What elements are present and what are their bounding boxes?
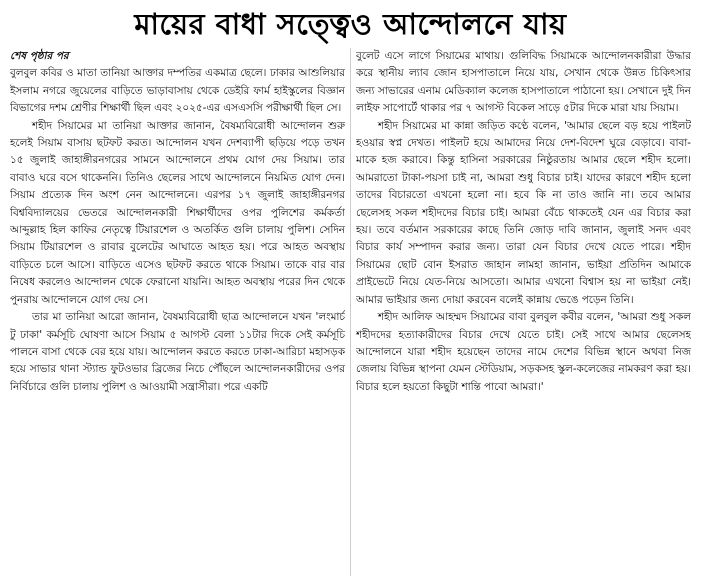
continued-label: শেষ পৃষ্ঠার পর <box>10 50 69 62</box>
paragraph: তার মা তানিয়া আরো জানান, বৈষম্যবিরোধী ছাত্র আন্দোলনে যখন 'লংমার্চ টু ঢাকা' কর্মসূচি ঘোষণা আসে সিয়াম ৫ আগস্ট বেলা ১১টার দিকে সেই কর্মসূচি পালনে বাসা থেকে বের হয়ে যায়। আন্দোলন করতে করতে ঢাকা-আরিচা মহাসড়ক হয়ে সাভার থানা স্ট্যান্ড ফুটওভার ব্রিজের নিচে পৌঁছলে আন্দোলনকারীদের ওপর নির্বিচারে গুলি চালায় পুলিশ ও আওয়ামী সন্ত্রাসীরা। পরে একটি <box>10 311 345 393</box>
paragraph: শহীদ আলিফ আহম্মদ সিয়ামের বাবা বুলবুল কবীর বলেন, 'আমরা শুধু সকল শহীদদের হত্যাকারীদের বিচার দেখে যেতে চাই। সেই সাথে আমার ছেলেসহ আন্দোলনে যারা শহীদ হয়েছেন তাদের নামে দেশের বিভিন্ন স্থানে অথবা নিজ জেলায় বিভিন্ন স্থাপনা যেমন স্টেডিয়াম, সড়কসহ স্কুল-কলেজের নামকরণ করা হয়। বিচার হলে হয়তো কিছুটা শান্তি পাবো আমরা।' <box>356 311 691 393</box>
paragraph: বুলেট এসে লাগে সিয়ামের মাথায়। গুলিবিদ্ধ সিয়ামকে আন্দোলনকারীরা উদ্ধার করে স্থানীয় ল্যাব জোন হাসপাতালে নিয়ে যায়, সেখান থেকে উন্নত চিকিৎসার জন্য সাভারের এনাম মেডিক্যাল কলেজ হাসপাতালে পাঠানো হয়। সেখানে দুই দিন লাইফ সাপোর্টে থাকার পর ৭ আগস্ট বিকেল সাড়ে ৫টার দিকে মারা যায় সিয়াম। <box>356 50 691 115</box>
headline: মায়ের বাধা সত্ত্বেও আন্দোলনে যায় <box>134 7 567 41</box>
article-body <box>10 48 691 576</box>
right-column <box>356 48 691 576</box>
paragraph: শহীদ সিয়ামের মা কান্না জড়িত কণ্ঠে বলেন, 'আমার ছেলে বড় হয়ে পাইলট হওয়ার স্বপ্ন দেখত। পাইলট হয়ে আমাদের নিয়ে দেশ-বিদেশ ঘুরে বেড়াবে। বাবা-মাকে হজ করাবে। কিন্তু হাসিনা সরকারের নিষ্ঠুরতায় আমার ছেলে শহীদ হলো। আমরাতো টাকা-পয়সা চাই না, আমরা শুধু বিচার চাই। যাদের কারণে শহীদ হলো তাদের বিচারতো এখনো হলো না। হবে কি না তাও জানি না। তবে আমার ছেলেসহ সকল শহীদদের বিচার চাই। আমরা বেঁচে থাকতেই যেন এর বিচার করা হয়। তবে বর্তমান সরকারের কাছে তিনি জোড় দাবি জানান, জুলাই সনদ এবং বিচার কার্য সম্পাদন করার জন্য। তারা যেন বিচার দেখে যেতে পারে। শহীদ সিয়ামের ছোট বোন ইসরাত জাহান লামহা জানান, ভাইয়া প্রতিদিন আমাকে প্রাইভেটে নিয়ে যেত-নিয়ে আসতো। আমার এখনো বিশ্বাস হয় না ভাইয়া নেই। আমার ভাইয়ার জন্য দোয়া করবেন বলেই কান্নায় ভেঙে পড়েন তিনি। <box>356 119 691 306</box>
column-divider <box>350 48 351 576</box>
paragraph: শহীদ সিয়ামের মা তানিয়া আক্তার জানান, বৈষম্যবিরোধী আন্দোলন শুরু হলেই সিয়াম বাসায় ছটফট করত। আন্দোলন যখন দেশব্যাপী ছড়িয়ে পড়ে তখন ১৫ জুলাই জাহাঙ্গীরনগরের সামনে আন্দোলনে প্রথম যোগ দেয় সিয়াম। তার বাবাও ঘরে বসে থাকেননি। তিনিও ছেলের সাথে আন্দোলনে নিয়মিত যোগ দেন। সিয়াম প্রত্যেক দিন অংশ নেন আন্দোলনে। এরপর ১৭ জুলাই জাহাঙ্গীরনগর বিশ্ববিদ্যালয়ের ভেতরে আন্দোলনকারী শিক্ষার্থীদের ওপর পুলিশের কর্মকর্তা আব্দুল্লাহ হিল কাফির নেতৃত্বে টিয়ারশেল ও অতর্কিত গুলি চালায় পুলিশ। সেদিন সিয়াম টিয়ারশেল ও রাবার বুলেটের আঘাতে আহত হয়। পরে আহত অবস্থায় বাড়িতে চলে আসে। বাড়িতে এসেও ছটফট করতে থাকে সিয়াম। তাকে বার বার নিষেধ করলেও আন্দোলন থেকে ফেরানো যায়নি। আহত অবস্থায় পরের দিন থেকে পুনরায় আন্দোলনে যোগ দেয় সে। <box>10 119 345 306</box>
left-column <box>10 48 345 576</box>
paragraph: বুলবুল কবির ও মাতা তানিয়া আক্তার দম্পতির একমাত্র ছেলে। ঢাকার আশুলিয়ার ইসলাম নগরে জুয়েলের বাড়িতে ভাড়াবাসায় থেকে ডেইরি ফার্ম হাইস্কুলের বিজ্ঞান বিভাগের দশম শ্রেণীর শিক্ষার্থী ছিল এবং ২০২৫-এর এসএসসি পরীক্ষার্থী ছিল সে। <box>10 67 345 115</box>
